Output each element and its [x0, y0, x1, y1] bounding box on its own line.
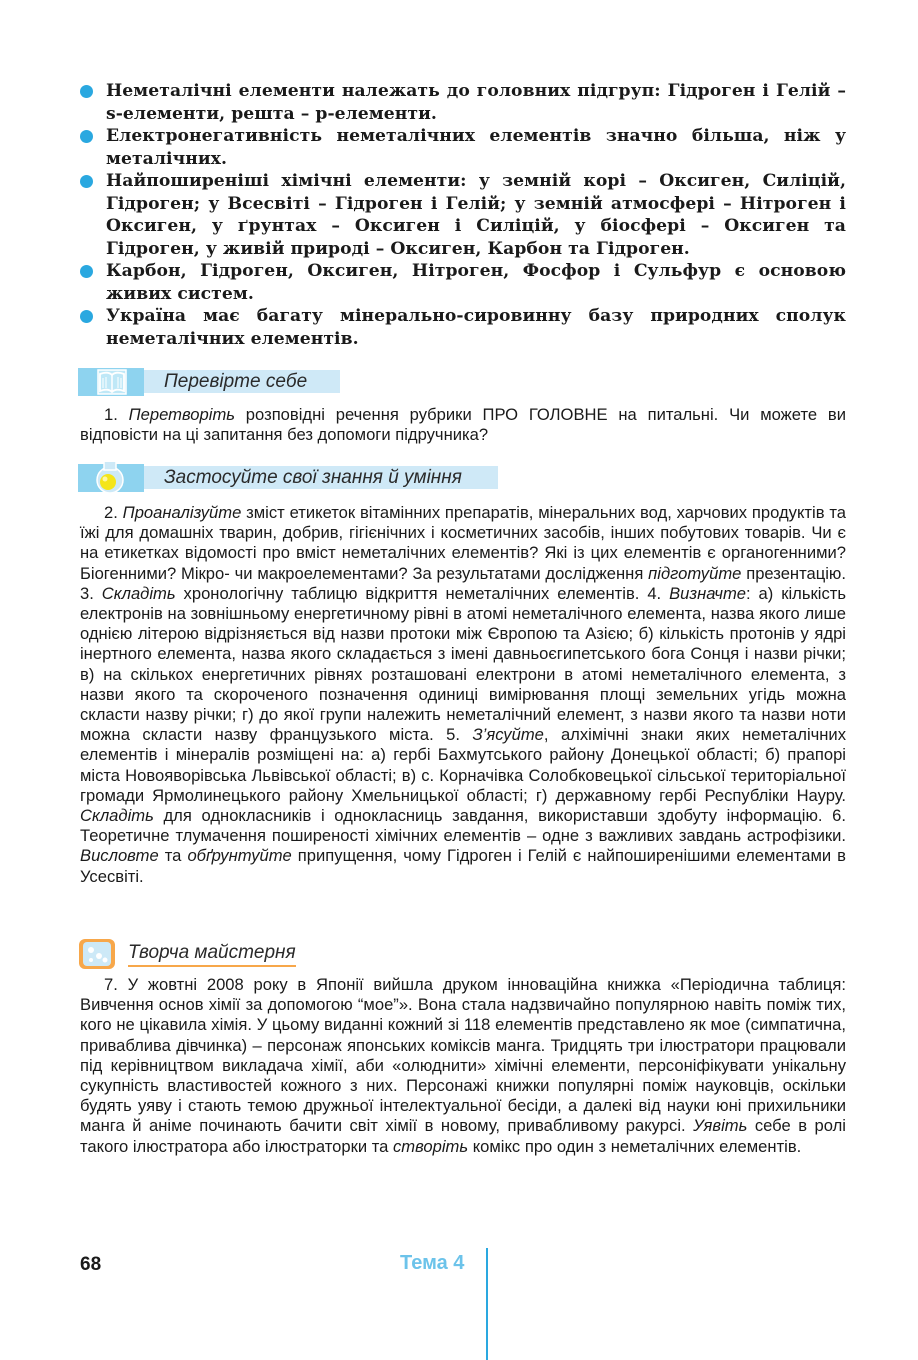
task-creative-paragraph: 7. У жовтні 2008 року в Японії вийшла друком інноваційна книжка «Періодична таблиця: Вивчення основ хімії за допомогою “мое”». Вона стала надзвичайно популярною навіть поміж тих, кого не цікавила хімія. У цьому виданні кожний зі 118 елементів представлено як мое (симпатична, приваблива дівчинка) – персонаж японських коміксів манга. Тридцять три ілюстратори працювали під керівництвом викладача хімії, аби «олюднити» хімічні елементи, персоніфікувати унікальну сукупність властивостей кожного з них. Персонажі книжки популярні поміж науковців, оскільки будять уяву і стають темою дружньої інтелектуальної бесіди, а далекі від науки юні прихильники манга й аніме починають бачити світ хімії в новому, привабливому ракурсі. Уявіть себе в ролі такого ілюстратора або ілюстраторки та створіть комікс про один з неметалічних елементів.: [80, 975, 846, 1156]
task-apply-paragraph: 2. Проаналізуйте зміст етикеток вітамінних препаратів, мінеральних вод, харчових продуктів та їжі для домашніх тварин, добрив, гігієнічних і косметичних засобів, інших побутових товарів. Чи є на етикетках відомості про вміст неметалічних елементів? Які із цих елементів є органогенними? Біогенними? Мікро- чи макроелементами? За результатами дослідження підготуйте презентацію. 3. Складіть хронологічну таблицю відкриття неметалічних елементів. 4. Визначте: а) кількість електронів на зовнішньому енергетичному рівні в атомі неметалічного елемента, назва якого лише однією літерою відрізняється від назви протоки між Європою та Азією; б) кількість протонів у ядрі інертного елемента, назва якого складається з імені давньоєгипетського бога Сонця і назви річки; в) на скількох енергетичних рівнях розташовані електрони в атомі неметалічного елемента, з назви якого та скороченого позначення одиниці вимірювання площі земельних угідь можна скласти назву річки; г) до якої групи належить неметалічний елемент, з назви якого та назви ноти можна скласти назву французького міста. 5. З’ясуйте, алхімічні знаки яких неметалічних елементів і мінералів розміщені на: а) гербі Бахмутського району Донецької області; б) прапорі міста Новояворівська Львівської області; в) с. Корначівка Солобковецької сільської територіальної громади Ярмолинецького району Хмельницької області; г) державному гербі Республіки Науру. Складіть для однокласників і однокласниць завдання, використавши здобуту інформацію. 6. Теоретичне тлумачення поширеності хімічних елементів – одне з важливих завдань астрофізики. Висловте та обґрунтуйте припущення, чому Гідроген і Гелій є найпоширенішими елементами в Усесвіті.: [80, 503, 847, 886]
summary-item: [80, 125, 846, 170]
book-icon: [78, 366, 144, 398]
bullet-icon: [80, 310, 93, 323]
summary-item: [80, 80, 846, 125]
bullet-icon: [80, 85, 93, 98]
section-header-creative: [78, 938, 318, 966]
bullet-icon: [80, 265, 93, 278]
section-title: Творча майстерня: [128, 941, 296, 967]
summary-text: Неметалічні елементи належать до головних підгруп: Гідроген і Гелій – s-елементи, решта – p-елементи.: [106, 81, 846, 124]
section-title: Застосуйте свої знання й уміння: [164, 467, 462, 488]
summary-text: Найпоширеніші хімічні елементи: у земній корі – Оксиген, Силіцій, Гідроген; у Всесвіті – Гідроген і Гелій; у земній атмосфері – Нітроген і Оксиген, у ґрунтах – Оксиген і Силіцій, у біосфері – Оксиген та Гідроген, у живій природі – Оксиген, Карбон та Гідроген.: [106, 171, 846, 259]
section-header-check: [78, 366, 340, 394]
summary-item: [80, 170, 846, 260]
topic-label: Тема 4: [400, 1252, 465, 1274]
bullet-icon: [80, 130, 93, 143]
palette-icon: [78, 938, 118, 970]
footer-divider: [486, 1248, 488, 1360]
summary-item: [80, 305, 846, 350]
section-header-apply: [78, 462, 498, 490]
summary-text: Україна має багату мінерально-сировинну базу природних сполук неметалічних елементів.: [106, 306, 846, 349]
flask-icon: [78, 462, 144, 494]
page-number: 68: [80, 1254, 102, 1275]
summary-text: Карбон, Гідроген, Оксиген, Нітроген, Фосфор і Сульфур є основою живих систем.: [106, 261, 846, 304]
summary-text: Електронегативність неметалічних елементів значно більша, ніж у металічних.: [106, 126, 846, 169]
summary-list: [80, 80, 846, 350]
bullet-icon: [80, 175, 93, 188]
summary-item: [80, 260, 846, 305]
section-title: Перевірте себе: [164, 371, 308, 392]
task-check-paragraph: 1. Перетворіть розповідні речення рубрики ПРО ГОЛОВНЕ на питальні. Чи можете ви відповісти на ці запитання без допомоги підручника?: [80, 405, 846, 445]
